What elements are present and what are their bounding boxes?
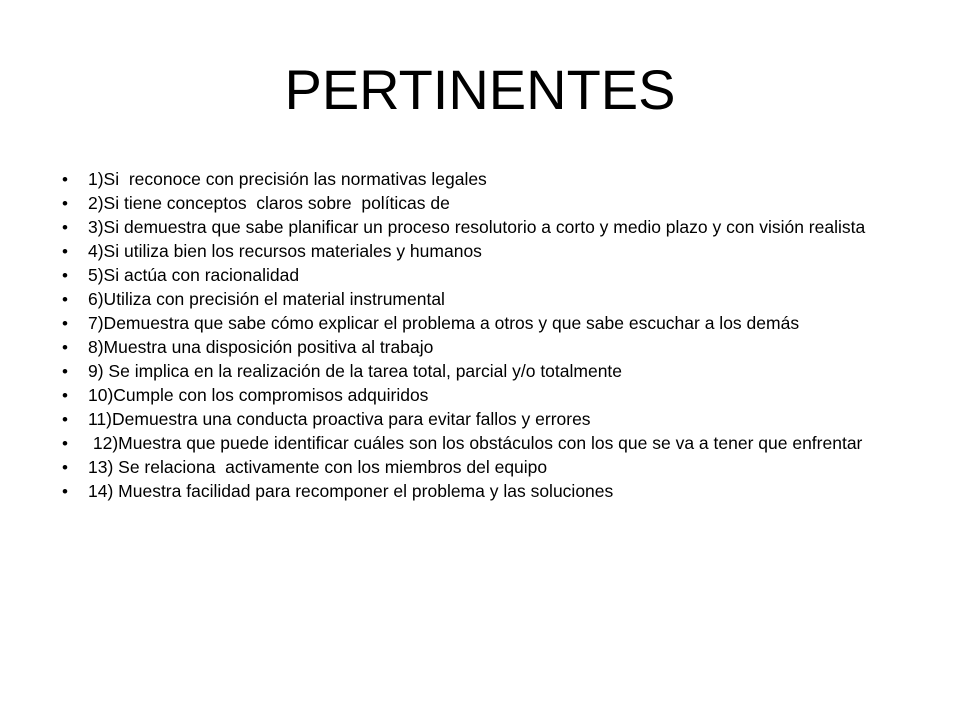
- bullet-icon: •: [62, 290, 68, 309]
- bullet-list: [62, 170, 892, 506]
- bullet-icon: •: [62, 194, 68, 213]
- bullet-item: [62, 410, 892, 429]
- bullet-text: 12)Muestra que puede identificar cuáles son los obstáculos con los que se va a tener que enfrentar: [88, 433, 863, 453]
- bullet-icon: •: [62, 314, 68, 333]
- bullet-text: 10)Cumple con los compromisos adquiridos: [88, 385, 429, 405]
- bullet-item: [62, 314, 892, 333]
- bullet-item: [62, 458, 892, 477]
- bullet-icon: •: [62, 458, 68, 477]
- bullet-item: [62, 242, 892, 261]
- bullet-item: [62, 434, 892, 453]
- bullet-item: [62, 386, 892, 405]
- bullet-icon: •: [62, 482, 68, 501]
- bullet-text: 11)Demuestra una conducta proactiva para evitar fallos y errores: [88, 409, 591, 429]
- bullet-item: [62, 170, 892, 189]
- bullet-item: [62, 482, 892, 501]
- bullet-icon: •: [62, 386, 68, 405]
- bullet-icon: •: [62, 266, 68, 285]
- bullet-item: [62, 362, 892, 381]
- bullet-icon: •: [62, 410, 68, 429]
- bullet-icon: •: [62, 338, 68, 357]
- bullet-icon: •: [62, 170, 68, 189]
- bullet-icon: •: [62, 434, 68, 453]
- bullet-text: 3)Si demuestra que sabe planificar un proceso resolutorio a corto y medio plazo y con visión realista: [88, 217, 866, 237]
- slide-title: PERTINENTES: [284, 58, 676, 121]
- bullet-item: [62, 218, 892, 237]
- bullet-text: 2)Si tiene conceptos claros sobre políticas de: [88, 193, 450, 213]
- bullet-text: 5)Si actúa con racionalidad: [88, 265, 300, 285]
- bullet-text: 14) Muestra facilidad para recomponer el problema y las soluciones: [88, 481, 614, 501]
- bullet-item: [62, 338, 892, 357]
- bullet-text: 13) Se relaciona activamente con los miembros del equipo: [88, 457, 548, 477]
- bullet-item: [62, 194, 892, 213]
- bullet-icon: •: [62, 362, 68, 381]
- bullet-item: [62, 290, 892, 309]
- bullet-icon: •: [62, 242, 68, 261]
- bullet-text: 1)Si reconoce con precisión las normativas legales: [88, 169, 487, 189]
- bullet-text: 7)Demuestra que sabe cómo explicar el problema a otros y que sabe escuchar a los demás: [88, 313, 800, 333]
- bullet-item: [62, 266, 892, 285]
- bullet-icon: •: [62, 218, 68, 237]
- bullet-text: 9) Se implica en la realización de la tarea total, parcial y/o totalmente: [88, 361, 623, 381]
- bullet-text: 8)Muestra una disposición positiva al trabajo: [88, 337, 434, 357]
- bullet-text: 6)Utiliza con precisión el material instrumental: [88, 289, 445, 309]
- bullet-text: 4)Si utiliza bien los recursos materiales y humanos: [88, 241, 482, 261]
